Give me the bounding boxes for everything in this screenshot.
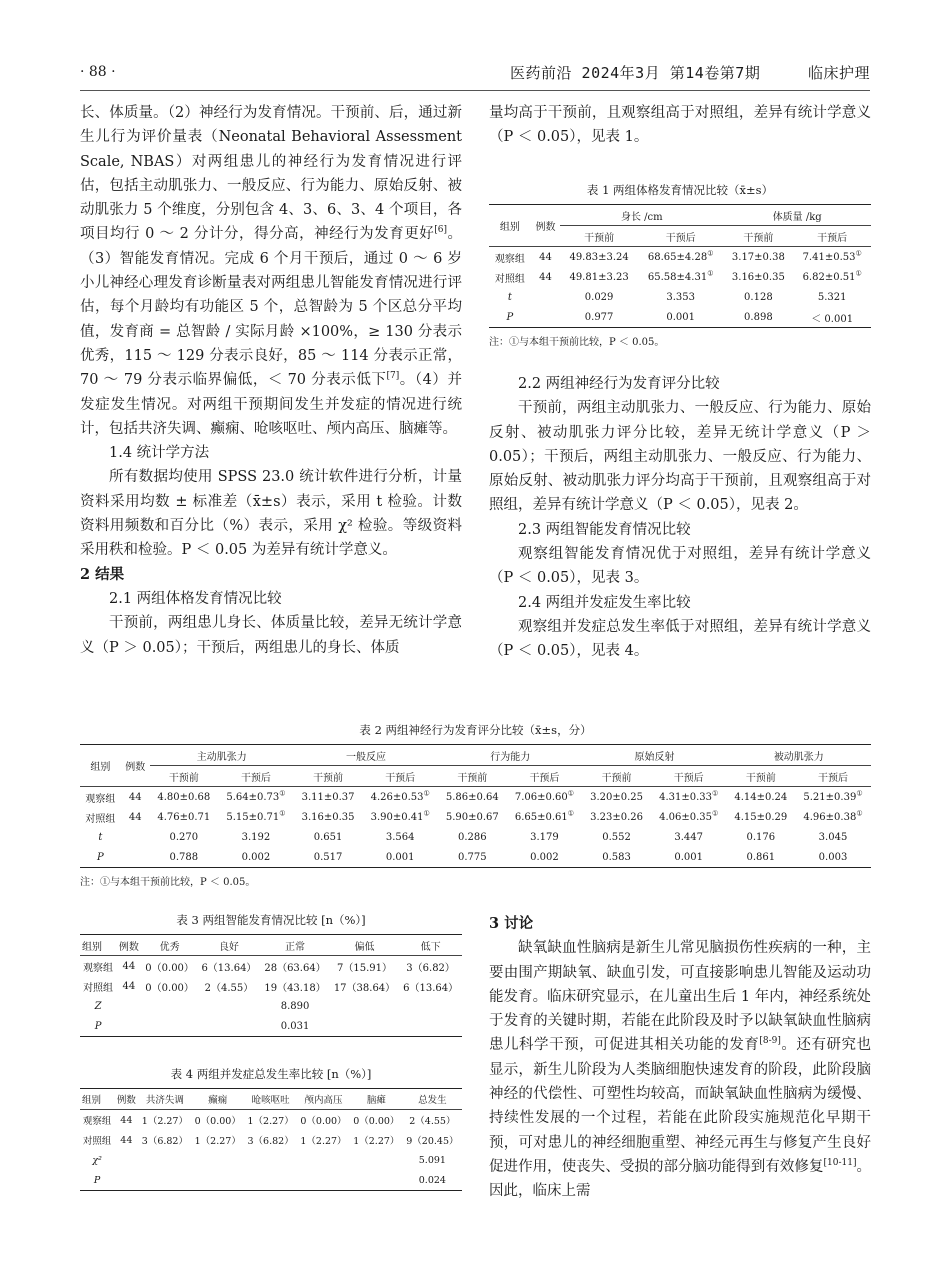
footnote-mark: ① xyxy=(279,789,286,798)
table-cell: t xyxy=(507,291,512,303)
table-cell: 6（13.64） xyxy=(201,962,257,974)
column-group-header: 被动肌张力 xyxy=(727,745,871,766)
table-cell: ＜ 0.001 xyxy=(793,307,871,328)
table-cell: 0.003 xyxy=(795,847,871,868)
table-cell: 对照组 xyxy=(494,273,525,285)
table-cell: 7.06±0.60① xyxy=(514,789,575,803)
table-cell: 0.176 xyxy=(746,831,776,843)
table-cell xyxy=(297,1150,350,1170)
column-group-header: 行为能力 xyxy=(438,745,582,766)
column-group-header: 一般反应 xyxy=(294,745,438,766)
table-cell xyxy=(138,1170,191,1191)
table-cell: 3（6.82） xyxy=(406,962,455,974)
column-header: 偏低 xyxy=(330,935,399,956)
table-3-caption: 表 3 两组智能发育情况比较 [n（%）] xyxy=(176,913,366,927)
table-cell: 1（2.27） xyxy=(247,1116,294,1127)
table-cell xyxy=(114,1150,138,1170)
table-cell: P xyxy=(80,1170,114,1191)
table-cell: 0.001 xyxy=(362,847,438,868)
column-group-header: 主动肌张力 xyxy=(150,745,294,766)
table-1: 表 1 两组体格发育情况比较（x̄±s） 组别 例数 身长 /cm 体质量 /kg 干预前 干预后 干预前 干预后 观察组 44 49.83±3.24 68.65±4.28① 3.17±0.38 7.41±0.53① 对照组 44 49.81±3.23 65.58±4.31① 3.16±0.35 6.82±0.51① t 0.029 3.353 0.128 5.321 P 0.977 0.001 0.898 ＜ 0.001 注：①与本组干预前比较，P ＜ 0.05。 xyxy=(489,182,871,348)
table-cell: 1（2.27） xyxy=(141,1116,188,1127)
table-cell: 3.20±0.25 xyxy=(590,791,644,803)
table-cell: 7.41±0.53① xyxy=(802,249,862,263)
table-cell: 0.029 xyxy=(584,291,614,303)
table-cell: 3.353 xyxy=(666,291,695,303)
table-cell: 0.788 xyxy=(150,847,218,868)
table-cell xyxy=(531,287,560,307)
table-1-note: 注：①与本组干预前比较，P ＜ 0.05。 xyxy=(489,337,665,348)
table-cell: 3.23±0.26 xyxy=(590,811,644,823)
table-2-caption: 表 2 两组神经行为发育评分比较（x̄±s，分） xyxy=(359,723,592,737)
column-header: 干预后 xyxy=(218,766,294,787)
footnote-mark: ① xyxy=(712,789,719,798)
table-cell: 观察组 xyxy=(494,253,525,265)
table-cell: 观察组 xyxy=(82,1116,112,1127)
heading-1-4: 1.4 统计学方法 xyxy=(109,445,210,462)
table-cell: t xyxy=(98,831,103,843)
table-cell: 0（0.00） xyxy=(194,1116,241,1127)
results-2-1-paragraph: 干预前，两组患儿身长、体质量比较，差异无统计学意义（P ＞ 0.05）；干预后，两组患儿的身长、体质 xyxy=(80,615,462,656)
table-3 xyxy=(80,912,462,1037)
table-cell xyxy=(116,996,142,1016)
table-cell xyxy=(121,827,150,847)
table-cell: 8.890 xyxy=(280,1000,310,1012)
table-cell: 0（0.00） xyxy=(145,982,194,994)
table-row xyxy=(80,976,462,996)
table-cell: 1（2.27） xyxy=(353,1136,400,1147)
table-row xyxy=(80,956,462,977)
table-cell: 44 xyxy=(122,980,136,992)
table-cell xyxy=(191,1150,244,1170)
table-cell: 0.552 xyxy=(602,831,631,843)
table-cell: 9（20.45） xyxy=(406,1136,459,1147)
column-header: 组别 xyxy=(80,1089,114,1110)
table-cell: 0.128 xyxy=(744,291,773,303)
heading-2-2: 2.2 两组神经行为发育评分比较 xyxy=(518,376,720,392)
table-cell xyxy=(244,1150,297,1170)
table-cell xyxy=(198,996,261,1016)
column-header: 呛咳呕吐 xyxy=(244,1089,297,1110)
footnote-mark: ① xyxy=(707,269,714,278)
table-cell: P xyxy=(489,307,531,328)
footnote-mark: ① xyxy=(856,809,863,818)
column-header: 总发生 xyxy=(403,1089,462,1110)
table-cell: 3.192 xyxy=(241,831,271,843)
table-cell: 0.001 xyxy=(638,307,723,328)
heading-results: 2 结果 xyxy=(80,565,125,583)
table-cell: 3.447 xyxy=(674,831,704,843)
table-cell: 观察组 xyxy=(83,962,114,974)
table-cell: 0.002 xyxy=(507,847,583,868)
table-cell: 49.81±3.23 xyxy=(569,271,629,283)
table-cell: 44 xyxy=(539,271,552,283)
heading-2-4: 2.4 两组并发症发生率比较 xyxy=(518,594,691,611)
right-column-middle xyxy=(489,372,871,664)
table-cell xyxy=(142,996,198,1016)
heading-discussion: 3 讨论 xyxy=(489,915,534,932)
table-cell: 4.15±0.29 xyxy=(734,811,788,823)
table-1-caption: 表 1 两组体格发育情况比较（x̄±s） xyxy=(586,183,774,197)
table-cell: 0.286 xyxy=(458,831,487,843)
table-cell: 2（4.55） xyxy=(409,1116,456,1127)
table-cell: 6（13.64） xyxy=(403,982,459,994)
footnote-mark: ① xyxy=(707,249,714,258)
right-column-top xyxy=(489,101,871,150)
table-cell: 5.64±0.73① xyxy=(226,789,286,803)
column-header: 干预前 xyxy=(438,766,506,787)
footnote-mark: ① xyxy=(279,809,286,818)
table-cell: 44 xyxy=(128,811,142,823)
column-group-header: 原始反射 xyxy=(582,745,726,766)
column-header: 癫痫 xyxy=(191,1089,244,1110)
table-cell xyxy=(330,996,399,1016)
table-cell: 4.31±0.33① xyxy=(659,789,719,803)
table-cell: 28（63.64） xyxy=(264,962,326,974)
table-cell: 4.14±0.24 xyxy=(734,791,788,803)
journal-name: 医药前沿 2024年3月 第14卷第7期 xyxy=(510,64,761,82)
table-cell: 3.045 xyxy=(818,831,848,843)
table-row xyxy=(489,247,871,268)
column-header: 颅内高压 xyxy=(297,1089,350,1110)
table-cell: 7（15.91） xyxy=(337,962,392,974)
table-cell: 3（6.82） xyxy=(247,1136,294,1147)
table-cell: 4.96±0.38① xyxy=(803,809,863,823)
column-header: 干预后 xyxy=(651,766,727,787)
table-cell: 3.16±0.35 xyxy=(731,271,785,283)
column-header: 低下 xyxy=(399,935,462,956)
table-cell xyxy=(399,996,462,1016)
table-cell: 4.26±0.53① xyxy=(370,789,430,803)
table-cell: 4.80±0.68 xyxy=(157,791,211,803)
table-cell: 0.861 xyxy=(727,847,795,868)
table-cell xyxy=(138,1150,191,1170)
footnote-mark: ① xyxy=(423,789,430,798)
results-2-2-paragraph: 干预前，两组主动肌张力、一般反应、行为能力、原始反射、被动肌张力评分比较，差异无统计学意义（P ＞ 0.05）；干预后，两组主动肌张力、一般反应、行为能力、原始反射、被动肌张力评分均高于干预前，且观察组高于对照组，差异有统计学意义（P ＜ 0.05），见表 2。 xyxy=(489,400,871,514)
table-cell: 0.002 xyxy=(218,847,294,868)
table-cell: 4.76±0.71 xyxy=(157,811,211,823)
column-header: 干预前 xyxy=(150,766,218,787)
column-header: 例数 xyxy=(116,935,142,956)
table-cell: 3（6.82） xyxy=(141,1136,188,1147)
table-cell xyxy=(114,1170,138,1191)
table-row xyxy=(80,1110,462,1131)
table-cell: 0（0.00） xyxy=(353,1116,400,1127)
table-cell: 65.58±4.31① xyxy=(647,269,714,283)
footnote-mark: ① xyxy=(567,809,575,818)
table-cell: 0（0.00） xyxy=(300,1116,347,1127)
table-cell: 44 xyxy=(120,1114,133,1126)
table-row xyxy=(489,307,871,328)
table-cell xyxy=(121,847,150,868)
column-header: 脑瘫 xyxy=(350,1089,403,1110)
column-header: 正常 xyxy=(260,935,329,956)
table-cell: 6.82±0.51① xyxy=(802,269,862,283)
table-cell: 对照组 xyxy=(82,1136,112,1147)
table-cell: 68.65±4.28① xyxy=(647,249,714,263)
table-cell xyxy=(116,1016,142,1037)
table-cell: 0.517 xyxy=(294,847,362,868)
footnote-mark: ① xyxy=(855,269,862,278)
table-cell: 3.16±0.35 xyxy=(301,811,355,823)
footnote-mark: ① xyxy=(567,789,575,798)
page-number: · 88 · xyxy=(80,64,116,80)
table-cell: 5.15±0.71① xyxy=(226,809,286,823)
table-2-note: 注：①与本组干预前比较，P ＜ 0.05。 xyxy=(80,877,256,888)
column-header: 干预前 xyxy=(727,766,795,787)
column-header: 组别 xyxy=(80,935,116,956)
column-header: 干预前 xyxy=(294,766,362,787)
table-cell: 5.21±0.39① xyxy=(803,789,863,803)
table-cell: 49.83±3.24 xyxy=(569,251,629,263)
table-cell xyxy=(191,1170,244,1191)
table-cell: 0（0.00） xyxy=(145,962,194,974)
table-row xyxy=(80,787,871,808)
table-cell: 4.06±0.35① xyxy=(659,809,719,823)
table-cell: 5.321 xyxy=(817,291,847,303)
table-row xyxy=(80,1130,462,1150)
table-row xyxy=(80,1016,462,1037)
table-cell: 1（2.27） xyxy=(300,1136,347,1147)
table-cell: 0.001 xyxy=(651,847,727,868)
table-cell: 对照组 xyxy=(83,982,114,994)
table-cell xyxy=(297,1170,350,1191)
table-cell: 3.90±0.41① xyxy=(370,809,430,823)
table-cell: 2（4.55） xyxy=(204,982,254,994)
table-cell xyxy=(531,307,560,328)
table-row xyxy=(80,1150,462,1170)
table-cell: 0.977 xyxy=(560,307,638,328)
table-cell: Z xyxy=(94,1000,102,1012)
table-cell: χ² xyxy=(92,1154,102,1166)
column-header: 干预前 xyxy=(582,766,650,787)
table-cell: 17（38.64） xyxy=(333,982,396,994)
column-header: 良好 xyxy=(198,935,261,956)
table-cell: 44 xyxy=(539,251,552,263)
journal-info xyxy=(510,62,870,83)
table-4 xyxy=(80,1066,462,1191)
table-4-caption: 表 4 两组并发症总发生率比较 [n（%）] xyxy=(170,1067,372,1081)
table-cell: 5.091 xyxy=(418,1154,446,1166)
results-2-3-paragraph: 观察组智能发育情况优于对照组，差异有统计学意义（P ＜ 0.05），见表 3。 xyxy=(489,546,871,587)
column-header: 优秀 xyxy=(142,935,198,956)
table-cell: 0.583 xyxy=(582,847,650,868)
table-cell: 3.17±0.38 xyxy=(731,251,785,263)
methods-paragraph: 长、体质量。（2）神经行为发育情况。干预前、后，通过新生儿行为评价量表（Neonatal Behavioral Assessment Scale, NBAS）对两组患儿的神经行为发育情况进行评估，包括主动肌张力、一般反应、行为能力、原始反射、被动肌张力 5 个维度，分别包含 4、3、6、3、4 个项目，各项目均行 0 ～ 2 分计分，得分高，神经行为发育更好[6]。（3）智能发育情况。完成 6 个月干预后，通过 0 ～ 6 岁小儿神经心理发育诊断量表对两组患儿智能发育情况进行评估，每个月龄均有功能区 5 个，总智龄为 5 个区总分平均值，发育商 = 总智龄 / 实际月龄 ×100%，≥ 130 分表示优秀，115 ～ 129 分表示良好，85 ～ 114 分表示正常，70 ～ 79 分表示临界偏低，＜ 70 分表示低下[7]。（4）并发症发生情况。对两组干预期间发生并发症的情况进行统计，包括共济失调、癫痫、呛咳呕吐、颅内高压、脑瘫等。 xyxy=(80,105,462,437)
left-column xyxy=(80,101,462,660)
stats-paragraph: 所有数据均使用 SPSS 23.0 统计软件进行分析，计量资料采用均数 ± 标准差（x̄±s）表示，采用 t 检验。计数资料用频数和百分比（%）表示，采用 χ² 检验。等级资料采用秩和检验。P ＜ 0.05 为差异有统计学意义。 xyxy=(80,469,462,559)
table-row xyxy=(80,847,871,868)
footnote-mark: ① xyxy=(423,809,430,818)
column-header: 干预后 xyxy=(362,766,438,787)
table-cell xyxy=(350,1150,403,1170)
footnote-mark: ① xyxy=(856,789,863,798)
footnote-mark: ① xyxy=(712,809,719,818)
table-cell: 0.775 xyxy=(438,847,506,868)
table-cell: 0.651 xyxy=(313,831,343,843)
table-cell: P xyxy=(80,847,121,868)
table-row xyxy=(80,807,871,827)
column-header: 干预后 xyxy=(507,766,583,787)
table-cell: 5.90±0.67 xyxy=(445,811,499,823)
table-cell: 44 xyxy=(120,1134,133,1146)
table-cell xyxy=(350,1170,403,1191)
table-cell: 0.024 xyxy=(403,1170,462,1191)
table-cell: 3.179 xyxy=(530,831,559,843)
section-name: 临床护理 xyxy=(807,64,870,82)
table-cell xyxy=(330,1016,399,1037)
table-cell xyxy=(399,1016,462,1037)
table-row xyxy=(80,827,871,847)
table-cell: 观察组 xyxy=(85,793,116,805)
table-cell: 44 xyxy=(122,960,136,972)
column-header: 共济失调 xyxy=(138,1089,191,1110)
table-cell: 0.270 xyxy=(169,831,199,843)
column-header: 例数 xyxy=(114,1089,138,1110)
discussion-section xyxy=(489,912,871,1204)
results-2-4-paragraph: 观察组并发症总发生率低于对照组，差异有统计学意义（P ＜ 0.05），见表 4。 xyxy=(489,618,871,660)
table-cell: 0.898 xyxy=(723,307,793,328)
discussion-paragraph: 缺氧缺血性脑病是新生儿常见脑损伤性疾病的一种，主要由围产期缺氧、缺血引发，可直接影响患儿智能及运动功能发育。临床研究显示，在儿童出生后 1 年内，神经系统处于发育的关键时期，若能在此阶段及时予以缺氧缺血性脑病患儿科学干预，可促进其相关功能的发育[8-9]。还有研究也显示，新生儿阶段为人类脑细胞快速发育的阶段，此阶段脑神经的代偿性、可塑性均较高，而缺氧缺血性脑病为缓慢、持续性发展的一个过程，若能在此阶段实施规范化早期干预，可对患儿的神经细胞重塑、神经元再生与修复产生良好促进作用，使丧失、受损的部分脑功能得到有效修复[10-11]。因此，临床上需 xyxy=(489,940,872,1200)
heading-2-3: 2.3 两组智能发育情况比较 xyxy=(518,521,691,538)
table-cell xyxy=(244,1170,297,1191)
table-2: 表 2 两组神经行为发育评分比较（x̄±s，分） 组别 例数 主动肌张力 一般反应 行为能力 原始反射 被动肌张力 干预前 干预后 干预前 干预后 干预前 干预后 干预前 干预后 干预前 干预后 观察组 44 4.80±0.68 5.64±0.73① 3.11±0.37 4.26±0.53① 5.86±0.64 7.06±0.60① 3.20±0.25 4.31±0.33① 4.14±0.24 5.21±0.39① 对照组 44 4.76±0.71 5.15±0.71① 3.16±0.35 3.90±0.41① 5.90±0.67 6.65±0.61① 3.23±0.26 4.06±0.35① 4.15±0.29 4.96±0.38① t 0.270 3.192 0.651 3.564 0.286 3.179 0.552 3.447 0.176 3.045 P 0.788 0.002 0.517 0.001 0.775 0.002 0.583 0.001 0.861 0.003 注：①与本组干预前比较，P ＜ 0.05。 xyxy=(80,722,871,888)
table-cell: 19（43.18） xyxy=(264,982,326,994)
table-cell: 1（2.27） xyxy=(194,1136,241,1147)
table-row xyxy=(489,267,871,287)
page-header xyxy=(80,60,870,91)
table-cell: 对照组 xyxy=(85,813,116,825)
column-header: 干预后 xyxy=(795,766,871,787)
table-cell: 5.86±0.64 xyxy=(445,791,499,803)
table-cell: P xyxy=(80,1016,116,1037)
table-row xyxy=(489,287,871,307)
table-cell: 3.11±0.37 xyxy=(301,791,355,803)
table-cell xyxy=(198,1016,261,1037)
table-row xyxy=(80,996,462,1016)
table-row xyxy=(80,1170,462,1191)
table-cell: 6.65±0.61① xyxy=(514,809,575,823)
footnote-mark: ① xyxy=(855,249,862,258)
table-cell xyxy=(142,1016,198,1037)
table-cell: 44 xyxy=(128,791,142,803)
results-2-1-continued: 量均高于干预前，且观察组高于对照组，差异有统计学意义（P ＜ 0.05），见表 1。 xyxy=(489,105,871,146)
table-cell: 3.564 xyxy=(385,831,415,843)
table-cell: 0.031 xyxy=(260,1016,329,1037)
heading-2-1: 2.1 两组体格发育情况比较 xyxy=(109,590,282,607)
